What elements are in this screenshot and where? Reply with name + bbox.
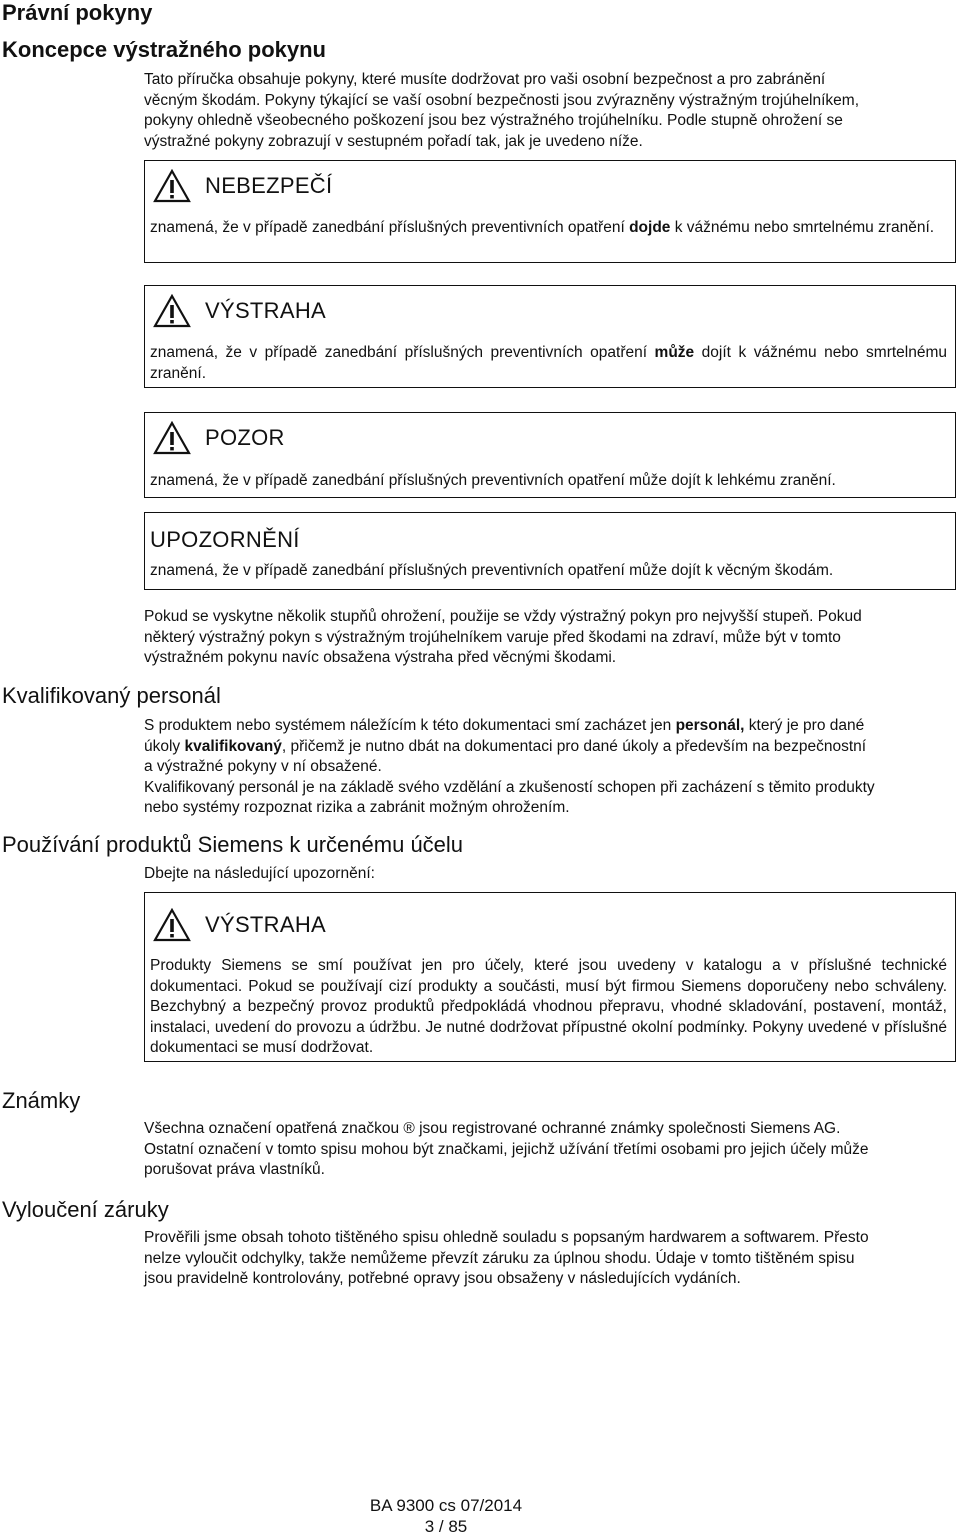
danger-box [144, 160, 956, 263]
caution-box [144, 412, 956, 498]
intro-paragraph [144, 70, 956, 152]
warning-triangle-icon [153, 294, 191, 328]
personnel-paragraph [144, 716, 956, 819]
text-line: Ostatní označení v tomto spisu mohou být značkami, jejichž užívání třetími osobami pro jejich účely může [144, 1140, 869, 1158]
usage-intro: Dbejte na následující upozornění: [144, 865, 375, 882]
warning-triangle-icon [153, 169, 191, 203]
usage-warning-box [144, 892, 956, 1062]
text-line: Prověřili jsme obsah tohoto tištěného spisu ohledně souladu s popsaným hardwarem a softwarem. Přesto [144, 1229, 869, 1246]
warning-text: znamená, že v případě zanedbání příslušných preventivních opatření může dojít k vážnému nebo smrtelnému zranění. [150, 344, 948, 382]
trademarks-paragraph [144, 1119, 956, 1181]
section-title-personnel: Kvalifikovaný personál [2, 683, 221, 708]
caution-title: POZOR [205, 425, 285, 450]
section-title-concept: Koncepce výstražného pokynu [2, 37, 326, 62]
section-title-usage: Používání produktů Siemens k určenému účelu [2, 832, 464, 857]
text-line: pokyny ohledně všeobecného poškození jsou bez výstražného trojúhelníku. Podle stupně ohrožení se [144, 112, 843, 129]
warning-triangle-icon [153, 908, 191, 942]
warning-title: VÝSTRAHA [205, 298, 326, 323]
section-title-disclaimer: Vyloučení záruky [2, 1197, 169, 1222]
text-line: Tato příručka obsahuje pokyny, které musíte dodržovat pro vaši osobní bezpečnost a pro zabránění [144, 71, 826, 88]
text-line: úkoly kvalifikovaný, přičemž je nutno dbát na dokumentaci pro dané úkoly a především na bezpečnostní [144, 737, 867, 755]
text-line: Kvalifikovaný personál je na základě svého vzdělání a zkušeností schopen při zacházení s těmito produkty [144, 778, 875, 796]
text-line: a výstražné pokyny v ní obsažené. [144, 758, 382, 775]
usage-warning-title: VÝSTRAHA [205, 912, 326, 937]
text-line: věcným škodám. Pokyny týkající se vaší osobní bezpečnosti jsou zvýrazněny výstražným trojúhelníkem, [144, 91, 860, 109]
text-line: Všechna označení opatřená značkou ® jsou registrované ochranné známky společnosti Siemens AG. [144, 1120, 841, 1137]
disclaimer-paragraph [144, 1228, 956, 1290]
page-title: Právní pokyny [2, 0, 153, 25]
text-line: S produktem nebo systémem náležícím k této dokumentaci smí zacházet jen personál, který je pro dané [144, 717, 865, 734]
caution-text: znamená, že v případě zanedbání příslušných preventivních opatření může dojít k lehkému zranění. [150, 472, 836, 489]
text-line: nelze vyloučit odchylky, takže nemůžeme převzít záruku za úplnou shodu. Údaje v tomto tištěném spisu [144, 1249, 855, 1267]
text-line: porušovat práva vlastníků. [144, 1161, 325, 1178]
usage-warning-text: Produkty Siemens se smí používat jen pro účely, které jsou uvedeny v katalogu a v příslušné technické dokumentaci. Pokud se používají cizí produkty a součásti, musí být firmou Siemens doporučeny nebo schváleny. Bezchybný a bezpečný provoz produktů předpokládá vhodnou přepravu, vhodné skladování, postavení, montáž, instalaci, uvedení do provozu a údržbu. Je nutné dodržovat přípustné okolní podmínky. Pokyny uvedené v příslušné dokumentaci se musí dodržovat. [150, 957, 947, 1056]
page-number: 3 / 85 [424, 1517, 468, 1536]
text-line: Pokud se vyskytne několik stupňů ohrožení, použije se vždy výstražný pokyn pro nejvyšší stupeň. Pokud [144, 608, 862, 625]
notice-title: UPOZORNĚNÍ [150, 527, 300, 552]
warning-box [144, 285, 956, 388]
text-line: nebo systémy rozpoznat rizika a zabránit možným ohrožením. [144, 799, 570, 816]
danger-title: NEBEZPEČÍ [205, 173, 333, 198]
notice-text: znamená, že v případě zanedbání příslušných preventivních opatření může dojít k věcným škodám. [150, 562, 834, 579]
text-line: výstražném pokynu navíc obsažena výstraha před věcnými škodami. [144, 649, 617, 666]
document-id: BA 9300 cs 07/2014 [369, 1496, 523, 1515]
multi-level-paragraph [144, 607, 956, 669]
section-title-trademarks: Známky [2, 1088, 81, 1113]
danger-text: znamená, že v případě zanedbání příslušných preventivních opatření dojde k vážnému nebo smrtelnému zranění. [150, 219, 935, 236]
text-line: výstražné pokyny zobrazují v sestupném pořadí tak, jak je uvedeno níže. [144, 132, 643, 150]
notice-box [144, 512, 956, 590]
text-line: některý výstražný pokyn s výstražným trojúhelníkem varuje před škodami na zdraví, může být v tomto [144, 628, 841, 646]
warning-triangle-icon [153, 421, 191, 455]
text-line: jsou pravidelně kontrolovány, potřebné opravy jsou obsaženy v následujících vydáních. [144, 1270, 741, 1287]
